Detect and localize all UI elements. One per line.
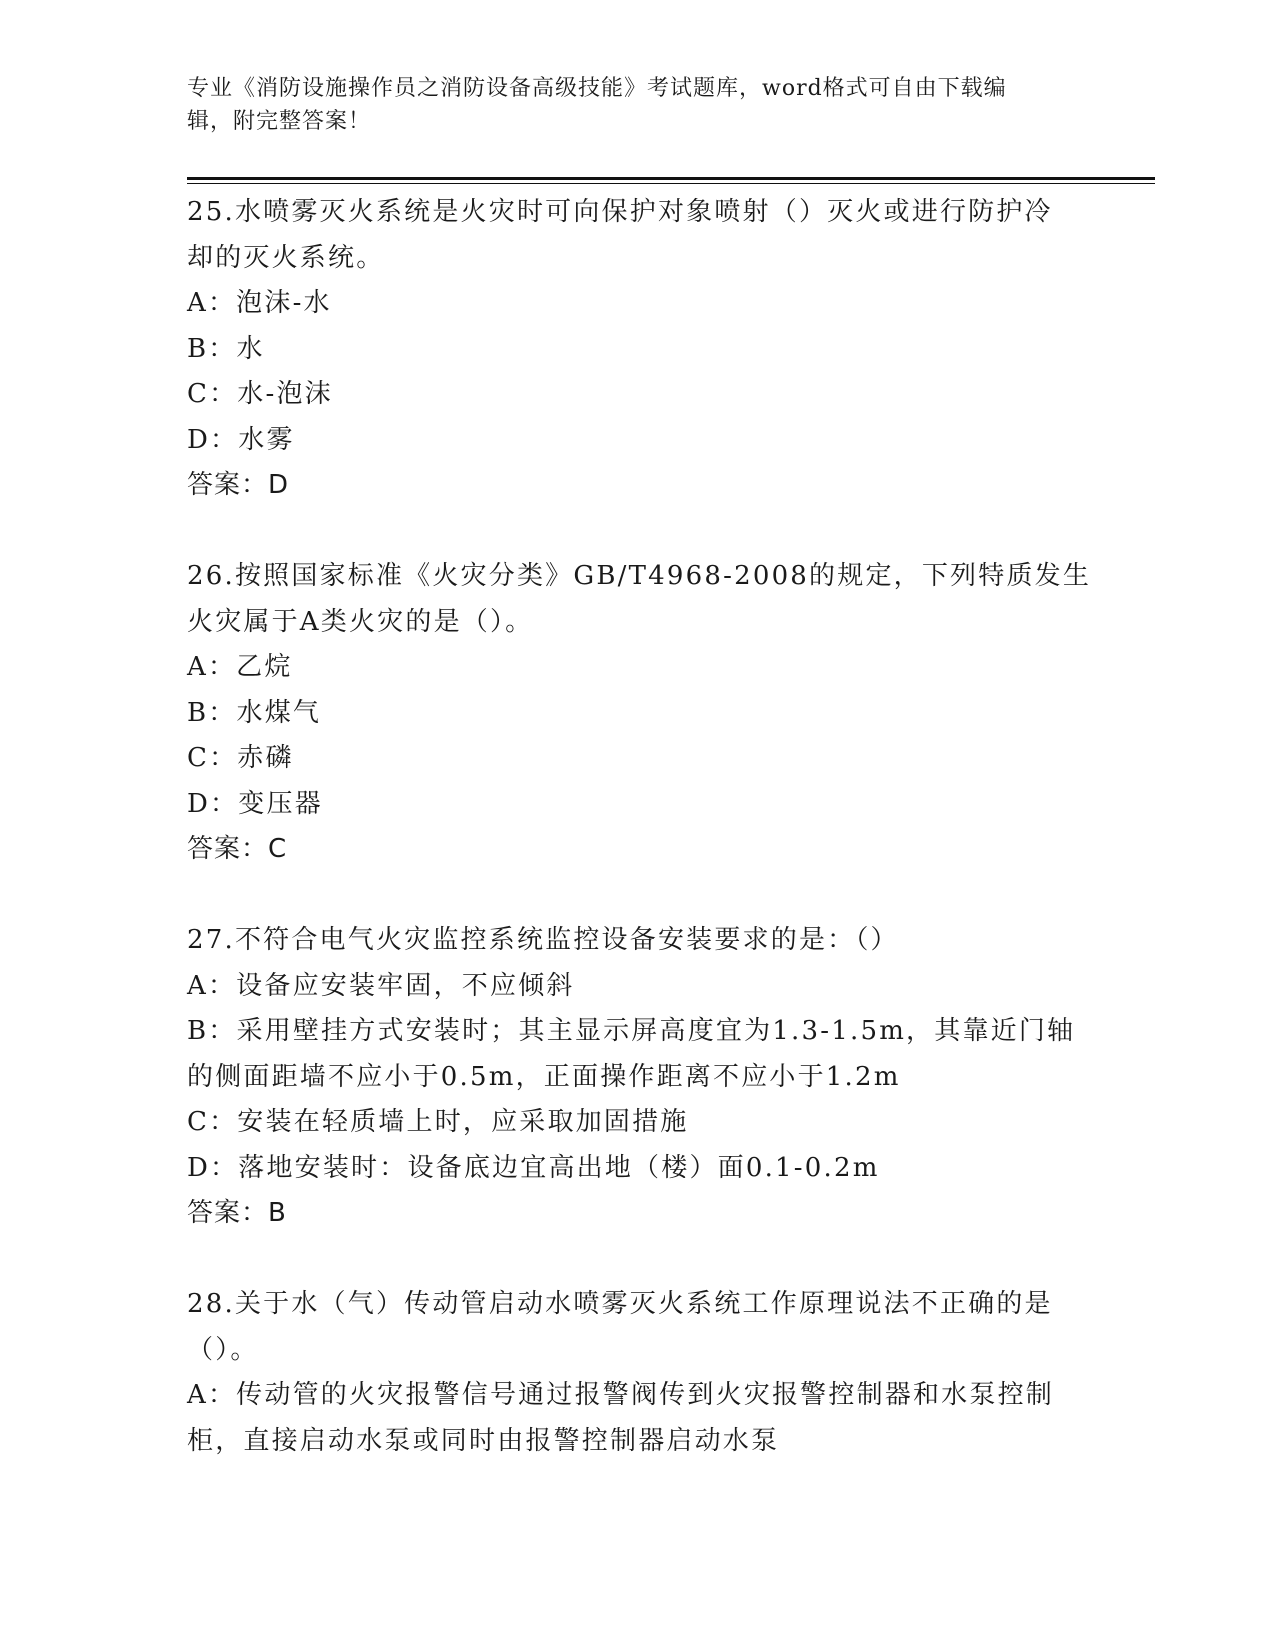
option-b: B：水	[187, 333, 265, 364]
question-stem: 27.不符合电气火灾监控系统监控设备安装要求的是：（）	[187, 925, 899, 955]
header-line-1: 专业《消防设施操作员之消防设备高级技能》考试题库，word格式可自由下载编	[187, 76, 1007, 101]
option-a: A：传动管的火灾报警信号通过报警阀传到火灾报警控制器和水泵控制	[187, 1380, 1054, 1410]
answer: 答案：C	[187, 834, 288, 864]
answer: 答案：B	[187, 1198, 287, 1228]
option-d: D：落地安装时：设备底边宜高出地（楼）面0.1-0.2m	[187, 1152, 880, 1183]
question-stem: 26.按照国家标准《火灾分类》GB/T4968-2008的规定，下列特质发生	[187, 561, 1092, 591]
document-header	[187, 72, 1067, 138]
option-a: A：设备应安装牢固，不应倾斜	[187, 970, 575, 1001]
question-stem: 却的灭火系统。	[187, 242, 385, 273]
option-a: A：泡沫-水	[187, 288, 332, 318]
question-26	[187, 554, 1092, 873]
option-b: B：水煤气	[187, 697, 322, 728]
option-c: C：安装在轻质墙上时，应采取加固措施	[187, 1107, 689, 1137]
answer: 答案：D	[187, 470, 290, 500]
option-d: D：水雾	[187, 424, 295, 455]
header-line-2: 辑，附完整答案！	[187, 109, 372, 134]
option-a-continued: 柜，直接启动水泵或同时由报警控制器启动水泵	[187, 1425, 780, 1456]
question-stem: （）。	[187, 1334, 259, 1365]
option-c: C：水-泡沫	[187, 379, 333, 409]
question-25	[187, 190, 1087, 509]
header-divider-thick	[187, 177, 1155, 180]
question-stem: 火灾属于A类火灾的是（）。	[187, 606, 534, 637]
question-27	[187, 918, 1087, 1237]
option-b-continued: 的侧面距墙不应小于0.5m，正面操作距离不应小于1.2m	[187, 1061, 901, 1092]
question-stem: 28.关于水（气）传动管启动水喷雾灭火系统工作原理说法不正确的是	[187, 1289, 1053, 1319]
option-a: A：乙烷	[187, 652, 293, 682]
question-28	[187, 1282, 1087, 1464]
option-d: D：变压器	[187, 788, 323, 819]
option-c: C：赤磷	[187, 743, 294, 773]
question-list	[187, 190, 1092, 1464]
question-stem: 25.水喷雾灭火系统是火灾时可向保护对象喷射（）灭火或进行防护冷	[187, 197, 1053, 227]
option-b: B：采用壁挂方式安装时；其主显示屏高度宜为1.3-1.5m，其靠近门轴	[187, 1016, 1076, 1046]
header-divider-thin	[187, 183, 1155, 184]
